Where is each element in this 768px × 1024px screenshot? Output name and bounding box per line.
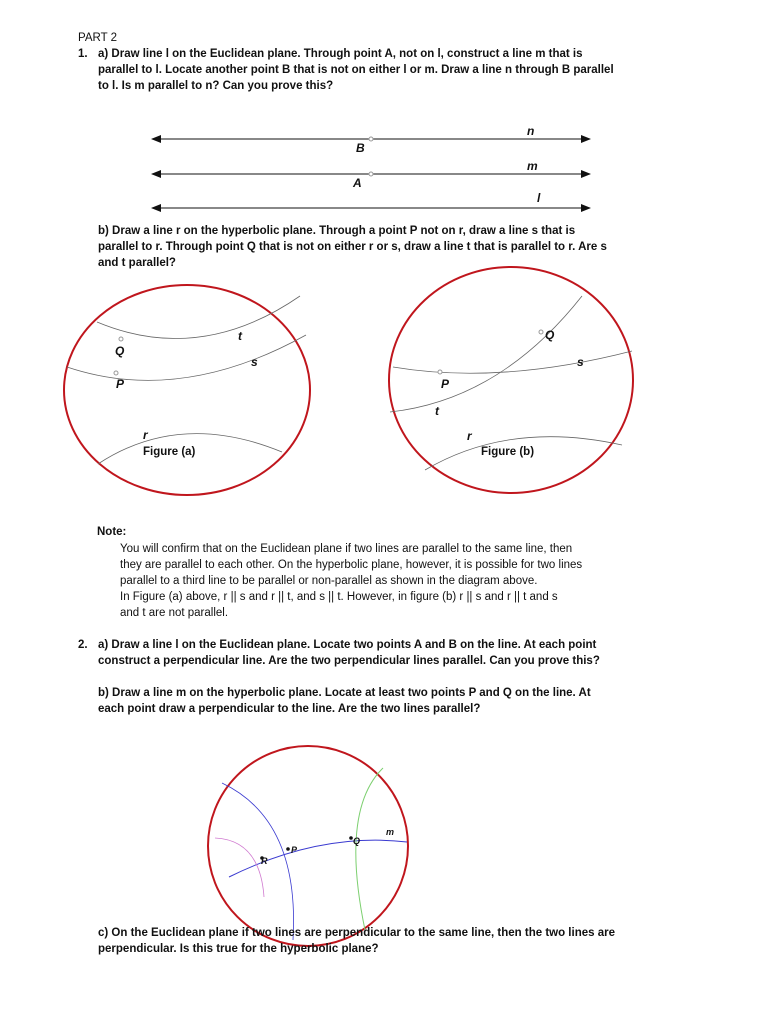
fig-a-label-t: t (238, 329, 242, 343)
point-B-mark (369, 137, 373, 141)
question-2b-line-1: b) Draw a line m on the hyperbolic plane. Locate at least two points P and Q on the line. At (98, 687, 591, 699)
point-P-mark-2 (286, 847, 290, 851)
part-heading: PART 2 (78, 32, 117, 44)
figure-b-caption: Figure (b) (481, 446, 535, 458)
point-Q-mark-a (119, 337, 123, 341)
fig2-label-Q: Q (353, 836, 361, 846)
question-2b-line-2: each point draw a perpendicular to the line. Are the two lines parallel? (98, 703, 481, 715)
question-2a (98, 637, 698, 669)
perpendicular-P (222, 783, 294, 940)
question-2c (98, 925, 708, 957)
note-line-4: In Figure (a) above, r || s and r || t, and s || t. However, in figure (b) r || s and r || t and s (120, 591, 558, 603)
question-2a-line-2: construct a perpendicular line. Are the two perpendicular lines parallel. Can you prove this? (98, 655, 600, 667)
line-t-figure-b (390, 296, 582, 412)
disk-figure-a (64, 285, 310, 495)
question-2c-line-1: c) On the Euclidean plane if two lines are perpendicular to the same line, then the two lines are (98, 927, 615, 939)
question-1b (98, 223, 698, 271)
question-1b-line-1: b) Draw a line r on the hyperbolic plane. Through a point P not on r, draw a line s that is (98, 225, 576, 237)
fig-b-label-P: P (441, 377, 450, 391)
label-A: A (353, 176, 362, 190)
label-B: B (356, 141, 365, 155)
note-line-1: You will confirm that on the Euclidean plane if two lines are parallel to the same line, then (120, 543, 573, 555)
fig-a-label-s: s (251, 355, 258, 369)
line-t-figure-a (97, 296, 300, 339)
note-body (120, 541, 700, 621)
disk-figure-b (389, 267, 633, 493)
line-s-figure-a (67, 335, 306, 380)
question-1a-line-1: a) Draw line l on the Euclidean plane. Through point A, not on l, construct a line m that is (98, 48, 583, 60)
perpendicular-Q (356, 768, 383, 930)
question-2b (98, 685, 698, 717)
point-P-mark-b (438, 370, 442, 374)
question-1b-line-2: parallel to r. Through point Q that is not on either r or s, draw a line t that is parallel to r. Are s (98, 241, 607, 253)
question-1a-line-3: to l. Is m parallel to n? Can you prove this? (98, 80, 334, 92)
point-Q-mark-b (539, 330, 543, 334)
fig-b-label-t: t (435, 404, 439, 418)
line-m-figure-2 (229, 840, 407, 877)
fig-b-label-s: s (577, 355, 584, 369)
note-line-5: and t are not parallel. (120, 607, 229, 619)
point-A-mark (369, 172, 373, 176)
fig-a-label-r: r (143, 428, 148, 442)
line-s-figure-b (393, 351, 632, 373)
perpendicular-R (215, 838, 264, 897)
fig2-label-m: m (386, 827, 395, 837)
fig-b-label-Q: Q (545, 328, 555, 342)
question-2c-line-2: perpendicular. Is this true for the hyperbolic plane? (98, 943, 379, 955)
fig-b-label-r: r (467, 429, 472, 443)
figure-a-caption: Figure (a) (143, 446, 196, 458)
question-2-number: 2. (78, 639, 88, 651)
fig2-label-R: R (261, 856, 268, 866)
fig2-label-P: P (291, 845, 298, 855)
fig-a-label-P: P (116, 377, 125, 391)
fig-a-label-Q: Q (115, 344, 125, 358)
point-P-mark-a (114, 371, 118, 375)
disk-figure-2 (208, 746, 408, 946)
question-1b-line-3: and t parallel? (98, 257, 176, 269)
note-line-3: parallel to a third line to be parallel or non-parallel as shown in the diagram above. (120, 575, 538, 587)
label-n: n (527, 124, 535, 138)
label-l: l (537, 191, 541, 205)
question-1a-line-2: parallel to l. Locate another point B that is not on either l or m. Draw a line n through B parallel (98, 64, 614, 76)
note-title: Note: (97, 526, 127, 538)
question-2a-line-1: a) Draw a line l on the Euclidean plane. Locate two points A and B on the line. At each point (98, 639, 597, 651)
label-m: m (527, 159, 538, 173)
note-line-2: they are parallel to each other. On the hyperbolic plane, however, it is possible for two lines (120, 559, 583, 571)
question-1-number: 1. (78, 48, 88, 60)
